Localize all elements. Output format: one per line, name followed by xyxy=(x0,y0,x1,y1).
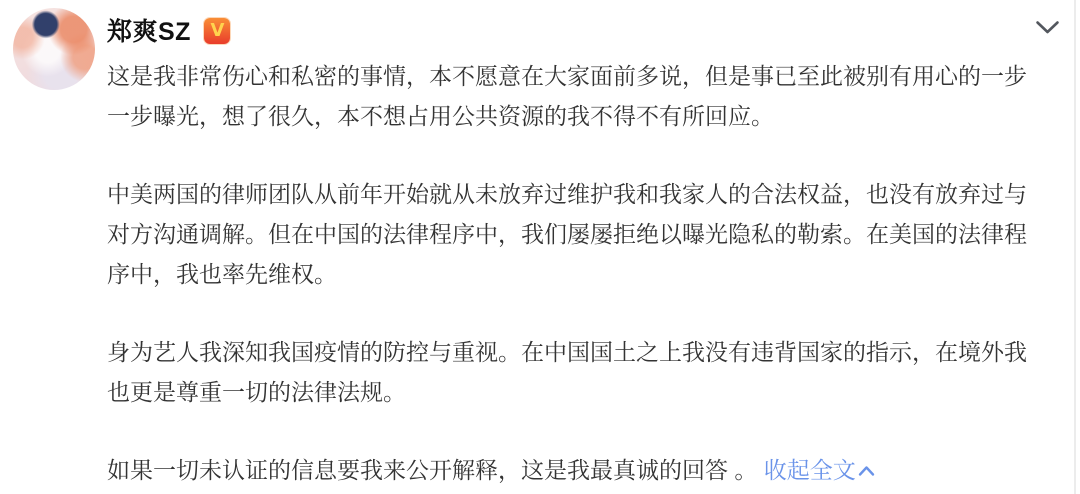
chevron-down-icon[interactable] xyxy=(1034,18,1060,36)
post-paragraph-text: 如果一切未认证的信息要我来公开解释，这是我最真诚的回答 。 xyxy=(107,457,758,483)
collapse-link-label: 收起全文 xyxy=(763,457,856,483)
post-paragraph: 身为艺人我深知我国疫情的防控与重视。在中国国土之上我没有违背国家的指示，在境外我也更是尊重一切的法律法规。 xyxy=(107,339,1027,405)
post-paragraph xyxy=(107,450,1047,490)
collapse-full-text-link[interactable] xyxy=(764,457,875,483)
chevron-up-icon xyxy=(858,465,875,477)
post-header xyxy=(107,12,1047,48)
avatar[interactable] xyxy=(13,8,95,90)
post-content xyxy=(107,0,1047,490)
username[interactable]: 郑爽SZ xyxy=(107,18,191,46)
right-edge-divider xyxy=(1074,0,1076,494)
post-paragraph: 中美两国的律师团队从前年开始就从未放弃过维护我和我家人的合法权益，也没有放弃过与对方沟通调解。但在中国的法律程序中，我们屡屡拒绝以曝光隐私的勒索。在美国的法律程序中，我也率先维权。 xyxy=(107,181,1027,287)
weibo-verified-v-icon: V xyxy=(204,18,230,44)
post-body xyxy=(107,56,1047,490)
post-paragraph: 这是我非常伤心和私密的事情，本不愿意在大家面前多说，但是事已至此被别有用心的一步一步曝光，想了很久，本不想占用公共资源的我不得不有所回应。 xyxy=(107,63,1027,129)
